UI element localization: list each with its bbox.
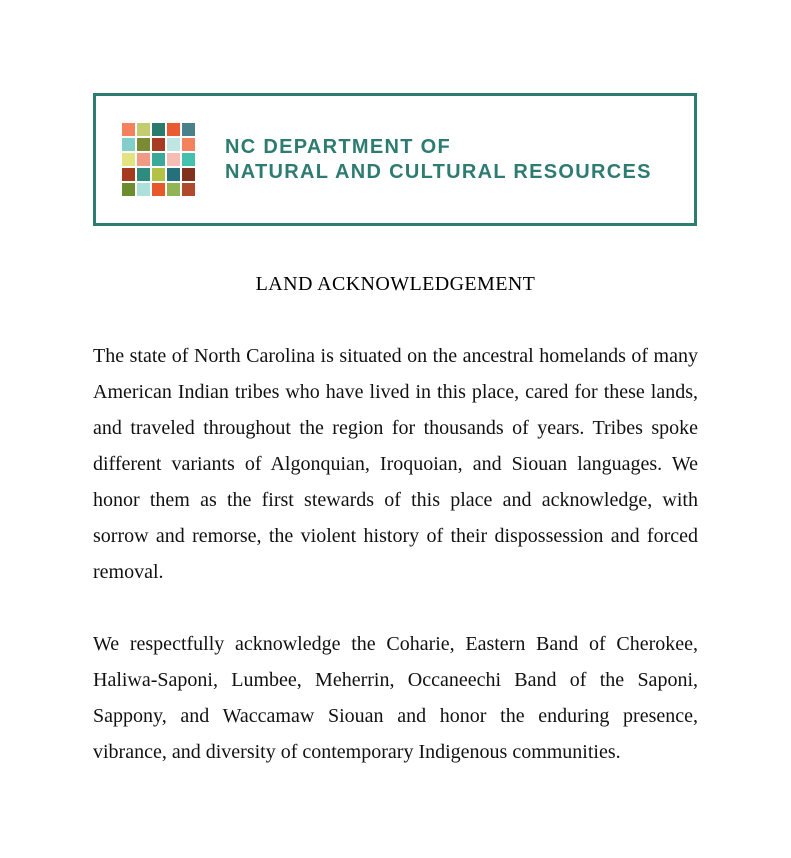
logo-grid-square: [137, 153, 150, 166]
logo-grid-square: [182, 123, 195, 136]
document-body: [93, 226, 698, 770]
logo-grid-square: [152, 183, 165, 196]
logo-grid-square: [122, 123, 135, 136]
logo-grid-square: [167, 138, 180, 151]
logo-grid-square: [122, 183, 135, 196]
acknowledgement-paragraph-2: We respectfully acknowledge the Coharie, Eastern Band of Cherokee, Haliwa-Saponi, Lumbee, Meherrin, Occaneechi Band of the Saponi, Sappony, and Waccamaw Siouan and honor the enduring presence, vibrance, and diversity of contemporary Indigenous communities.: [93, 633, 698, 763]
logo-color-grid: [122, 123, 195, 196]
logo-grid-square: [167, 168, 180, 181]
logo-grid-square: [122, 153, 135, 166]
logo-grid-square: [122, 168, 135, 181]
nc-dncr-letterhead-logo: [93, 93, 697, 226]
logo-wordmark-line2: NATURAL AND CULTURAL RESOURCES: [225, 160, 652, 183]
logo-grid-square: [152, 123, 165, 136]
logo-grid-square: [152, 138, 165, 151]
logo-grid-square: [182, 168, 195, 181]
logo-grid-square: [152, 153, 165, 166]
acknowledgement-paragraph-1: The state of North Carolina is situated on the ancestral homelands of many American Indian tribes who have lived in this place, cared for these lands, and traveled throughout the region for thousands of years. Tribes spoke different variants of Algonquian, Iroquoian, and Siouan languages. We honor them as the first stewards of this place and acknowledge, with sorrow and remorse, the violent history of their dispossession and forced removal.: [93, 345, 698, 583]
document-title: LAND ACKNOWLEDGEMENT: [255, 273, 536, 295]
logo-grid-square: [182, 153, 195, 166]
logo-grid-square: [152, 168, 165, 181]
logo-grid-square: [167, 123, 180, 136]
logo-grid-square: [137, 123, 150, 136]
logo-grid-square: [182, 183, 195, 196]
logo-wordmark-line1: NC DEPARTMENT OF: [225, 135, 451, 158]
logo-grid-square: [167, 183, 180, 196]
logo-grid-square: [137, 138, 150, 151]
logo-grid-square: [137, 183, 150, 196]
logo-grid-square: [122, 138, 135, 151]
logo-grid-square: [137, 168, 150, 181]
logo-grid-square: [167, 153, 180, 166]
logo-grid-square: [182, 138, 195, 151]
logo-wordmark: [225, 135, 652, 185]
